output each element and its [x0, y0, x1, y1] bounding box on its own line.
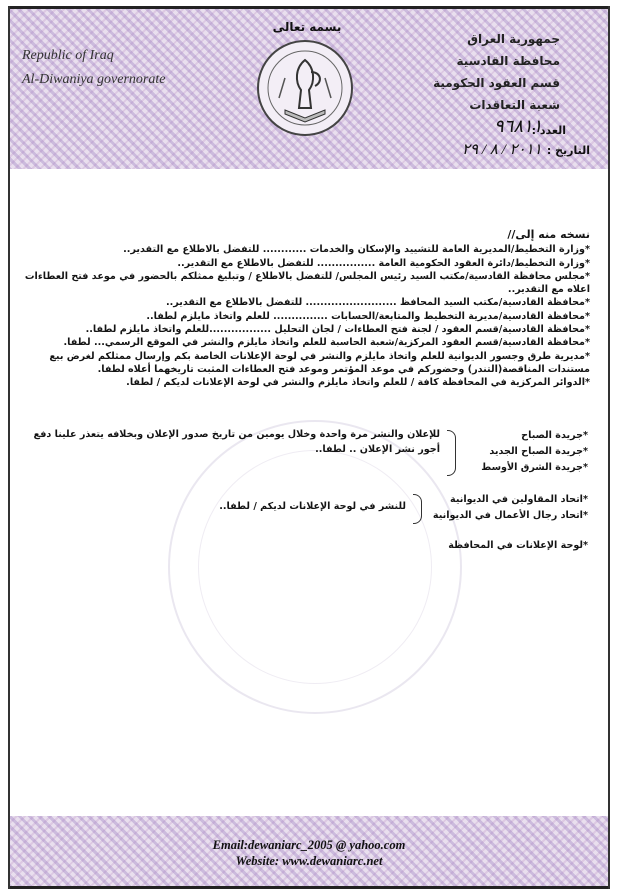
union-item: *اتحاد المقاولين في الديوانية — [450, 494, 588, 505]
header-ar-line-2: محافظة القادسية — [456, 54, 560, 68]
newspapers-note-line-1: للإعلان والنشر مرة واحدة وخلال يومين من تاريخ صدور الإعلان وبخلافه يتعذر علينا دفع — [33, 429, 440, 440]
unions-group — [22, 492, 588, 528]
unions-list — [433, 492, 588, 524]
basmala: بسمه تعالى — [272, 20, 342, 34]
newspapers-group — [22, 428, 588, 484]
recipient-line: *محافظة القادسية/مديرية التخطيط والمتابعة/الحسابات ............... للعلم واتخاذ مايلزم لطفا.. — [146, 310, 590, 322]
header-ar-line-3: قسم العقود الحكومية — [433, 76, 560, 90]
recipient-line: *محافظة القادسية/قسم العقود المركزية/شعبة الحاسبة للعلم واتخاذ مايلزم والنشر في الموقع الرسمي... لطفا. — [63, 337, 590, 349]
distribution-list — [22, 228, 590, 390]
recipient-line: *الدوائر المركزية في المحافظة كافة / للعلم واتخاذ مايلزم والنشر في لوحة الإعلانات لديكم / لطفا. — [126, 377, 590, 389]
newspapers-brace — [447, 430, 456, 476]
recipient-line: *وزارة التخطيط/المديرية العامة للتشييد والإسكان والخدمات ............ للتفضل بالاطلاع مع التقدير.. — [123, 244, 590, 256]
recipient-line: *وزارة التخطيط/دائرة العقود الحكومية العامة ................ للتفضل بالاطلاع مع التقدير.. — [177, 257, 590, 269]
right-border — [608, 6, 610, 889]
recipient-line: *محافظة القادسية/مكتب السيد المحافظ ......................... للتفضل بالاطلاع مع التقدير.. — [165, 297, 590, 309]
board-group — [22, 538, 588, 556]
newspaper-item: *جريدة الشرق الأوسط — [481, 462, 588, 473]
newspaper-item: *جريدة الصباح الجديد — [489, 446, 588, 457]
header-en-governorate: Al-Diwaniya governorate — [22, 72, 166, 87]
recipient-line: *مجلس محافظة القادسية/مكتب السيد رئيس المجلس/ للتفضل بالاطلاع / وتبليغ ممثلكم بالحضور في موعد فتح العطاءات اعلاه مع التقدير.. — [24, 270, 590, 296]
header-ar-line-1: جمهورية العراق — [467, 32, 560, 46]
date-label: التاريخ : — [546, 144, 590, 157]
date-value: ٢٠١١ / ٨ / ٢٩ — [462, 142, 542, 158]
unions-note: للنشر في لوحة الإعلانات لديكم / لطفا.. — [219, 501, 406, 512]
board-line: *لوحة الإعلانات في المحافظة — [448, 540, 588, 551]
reference-number-value: ٩٦٨١١ — [494, 116, 543, 136]
unions-brace — [413, 494, 422, 524]
newspapers-note-line-2: أجور نشر الإعلان .. لطفا.. — [315, 444, 440, 455]
governorate-seal-emblem — [255, 38, 355, 138]
reference-number-label: العدد : — [531, 124, 566, 137]
recipient-line: *مديرية طرق وجسور الديوانية للعلم واتخاذ مايلزم والنشر في لوحة الإعلانات الخاصة بكم وإرسال ممثلكم لغرض بيع مستندات المناقصة(التندر) وحضوركم في موعد المؤتمر وموعد فتح العطاءات المثبت تاريخهما أعلاه لطفا. — [49, 350, 590, 375]
recipient-line: *محافظة القادسية/قسم العقود / لجنة فتح العطاءات / لجان التحليل .................للعلم واتخاذ مايلزم لطفا.. — [85, 324, 590, 336]
footer-email: Email:dewaniarc_2005 @ yahoo.com — [212, 838, 406, 852]
header-ar-line-4: شعبة التعاقدات — [469, 98, 560, 112]
newspapers-list — [481, 428, 588, 476]
header-en-country: Republic of Iraq — [22, 48, 114, 63]
copy-to-heading: نسخه منه إلى// — [507, 228, 590, 241]
newspaper-item: *جريدة الصباح — [521, 430, 588, 441]
left-border — [8, 6, 10, 889]
union-item: *اتحاد رجال الأعمال في الديوانية — [432, 510, 588, 521]
footer-website: Website: www.dewaniarc.net — [235, 854, 383, 868]
